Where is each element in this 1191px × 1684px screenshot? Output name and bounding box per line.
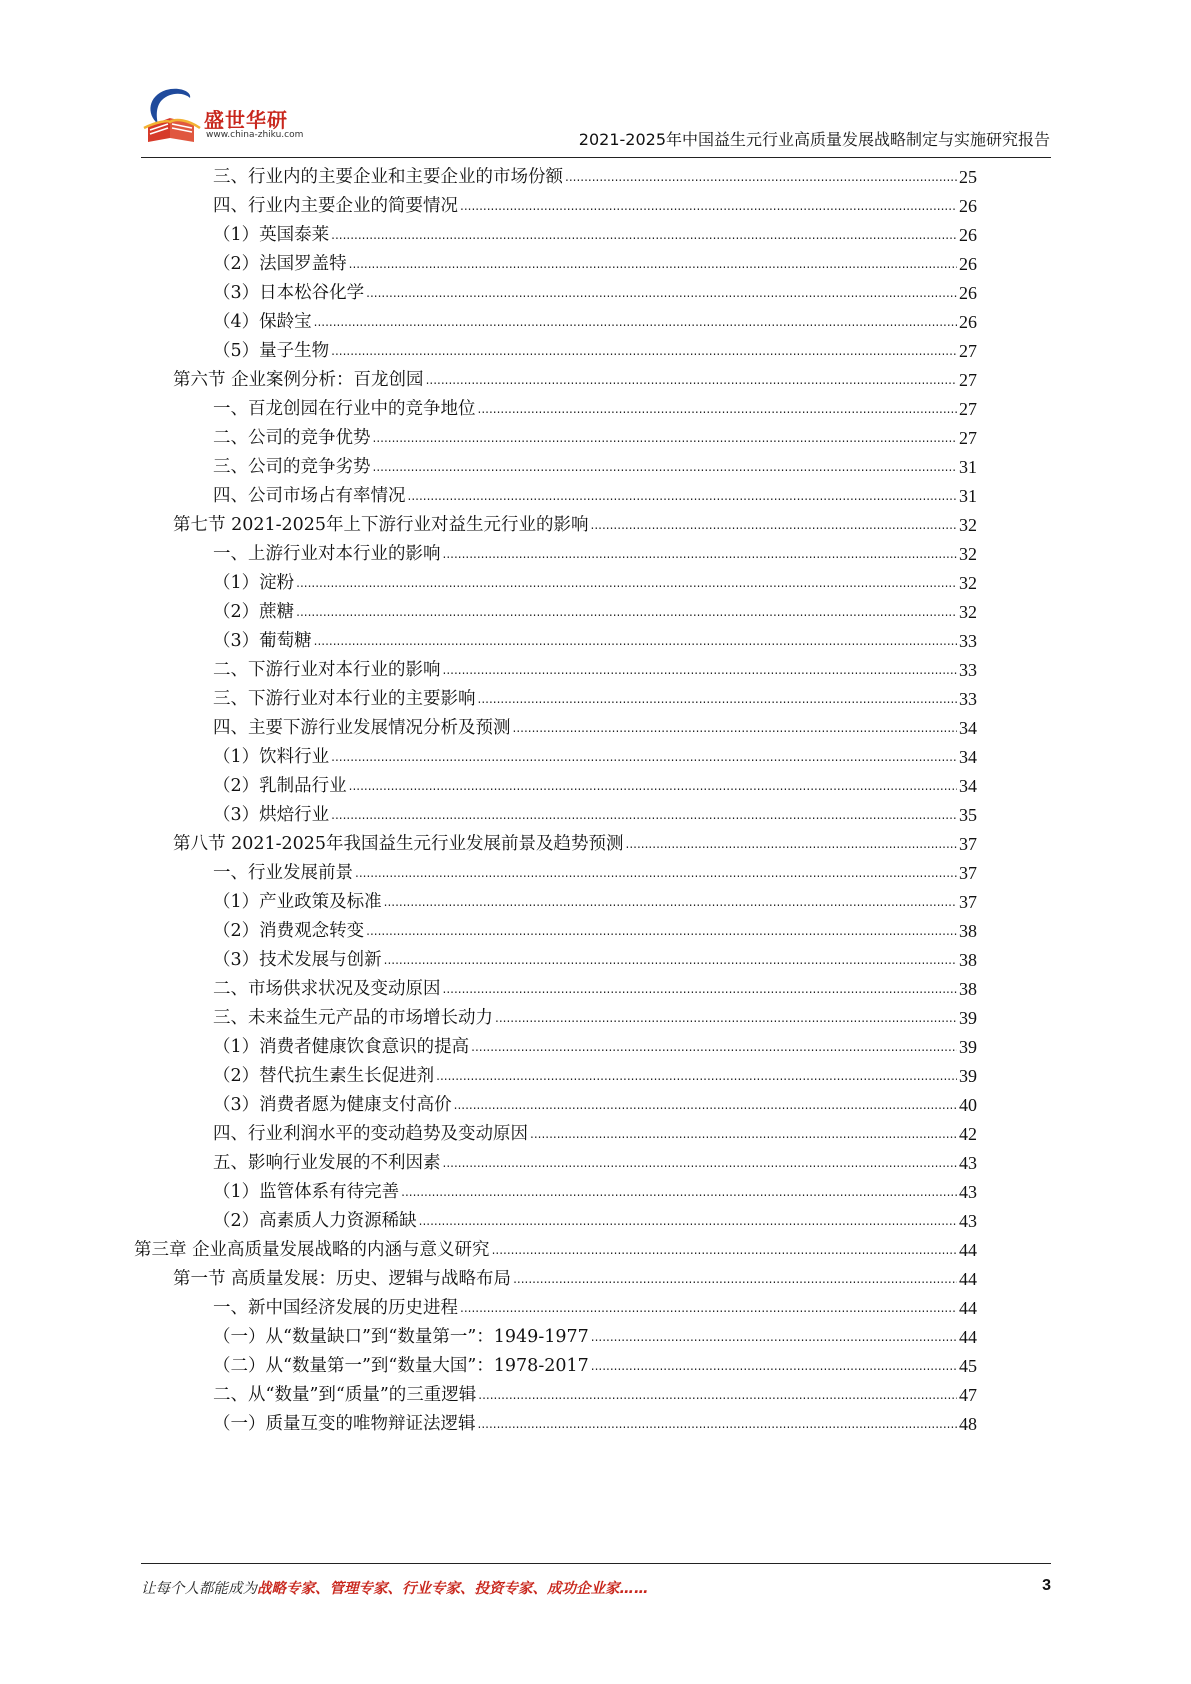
- toc-entry: [213, 800, 977, 830]
- toc-entry: [213, 742, 977, 772]
- toc-entry-page: 26: [959, 225, 977, 245]
- toc-entry-title: （二）从“数量第一”到“数量大国”：1978-2017: [213, 1356, 589, 1376]
- toc-dot-leader: [443, 655, 958, 685]
- toc-entry: [213, 1090, 977, 1120]
- toc-entry-page: 32: [959, 544, 977, 564]
- toc-dot-leader: [331, 800, 957, 830]
- toc-entry: [213, 1322, 977, 1352]
- toc-entry-page: 26: [959, 283, 977, 303]
- toc-dot-leader: [478, 1380, 957, 1410]
- toc-dot-leader: [626, 829, 957, 859]
- toc-dot-leader: [443, 1148, 958, 1178]
- toc-entry-title: 第八节 2021-2025年我国益生元行业发展前景及趋势预测: [173, 834, 624, 854]
- toc-entry-title: 五、影响行业发展的不利因素: [213, 1153, 441, 1173]
- toc-entry-title: （2）高素质人力资源稀缺: [213, 1211, 417, 1231]
- toc-entry-page: 45: [959, 1356, 977, 1376]
- toc-entry-page: 34: [959, 776, 977, 796]
- toc-entry: [213, 1293, 977, 1323]
- toc-entry: [213, 481, 977, 511]
- toc-entry-page: 44: [959, 1298, 977, 1318]
- toc-dot-leader: [591, 510, 957, 540]
- toc-entry-page: 27: [959, 341, 977, 361]
- toc-dot-leader: [454, 1090, 957, 1120]
- toc-entry: [213, 1351, 977, 1381]
- toc-entry-page: 26: [959, 196, 977, 216]
- toc-entry-page: 43: [959, 1182, 977, 1202]
- toc-entry: [213, 1409, 977, 1439]
- toc-entry: [213, 771, 977, 801]
- toc-dot-leader: [443, 539, 958, 569]
- toc-dot-leader: [478, 1409, 958, 1439]
- toc-dot-leader: [366, 278, 957, 308]
- toc-dot-leader: [373, 423, 958, 453]
- toc-dot-leader: [426, 365, 957, 395]
- toc-dot-leader: [530, 1119, 957, 1149]
- toc-entry: [213, 945, 977, 975]
- toc-entry-page: 43: [959, 1211, 977, 1231]
- toc-dot-leader: [314, 626, 957, 656]
- toc-dot-leader: [478, 684, 958, 714]
- toc-entry-title: （3）日本松谷化学: [213, 283, 365, 303]
- toc-entry-page: 47: [959, 1385, 977, 1405]
- toc-entry-page: 40: [959, 1095, 977, 1115]
- toc-entry-page: 32: [959, 602, 977, 622]
- toc-entry-title: （1）饮料行业: [213, 747, 330, 767]
- toc-dot-leader: [513, 713, 958, 743]
- toc-dot-leader: [349, 771, 957, 801]
- toc-entry-title: （2）法国罗盖特: [213, 254, 347, 274]
- toc-entry: [213, 597, 977, 627]
- toc-entry-page: 37: [959, 834, 977, 854]
- toc-entry-title: （1）英国泰莱: [213, 225, 330, 245]
- toc-entry: [213, 1148, 977, 1178]
- toc-entry-page: 32: [959, 573, 977, 593]
- toc-entry: [213, 858, 977, 888]
- toc-entry-title: （一）质量互变的唯物辩证法逻辑: [213, 1414, 476, 1434]
- footer-divider: [141, 1563, 1051, 1564]
- toc-entry: [213, 887, 977, 917]
- toc-entry-page: 27: [959, 428, 977, 448]
- logo-url: www.china-zhiku.com: [206, 130, 304, 140]
- toc-entry-page: 32: [959, 515, 977, 535]
- toc-entry-title: 二、下游行业对本行业的影响: [213, 660, 441, 680]
- toc-entry: [213, 568, 977, 598]
- toc-entry-page: 26: [959, 312, 977, 332]
- toc-entry: [213, 307, 977, 337]
- toc-entry: [213, 1380, 977, 1410]
- toc-entry: [213, 916, 977, 946]
- toc-entry-title: （1）消费者健康饮食意识的提高: [213, 1037, 470, 1057]
- toc-entry-title: 一、百龙创园在行业中的竞争地位: [213, 399, 476, 419]
- toc-entry-page: 26: [959, 254, 977, 274]
- toc-dot-leader: [349, 249, 957, 279]
- toc-entry-title: （1）淀粉: [213, 573, 295, 593]
- toc-entry: [213, 539, 977, 569]
- toc-entry: [213, 1061, 977, 1091]
- toc-entry-page: 37: [959, 863, 977, 883]
- toc-entry-title: 三、下游行业对本行业的主要影响: [213, 689, 476, 709]
- toc-entry: [173, 510, 977, 540]
- toc-entry-title: （4）保龄宝: [213, 312, 312, 332]
- toc-entry-page: 34: [959, 747, 977, 767]
- toc-entry-title: 四、主要下游行业发展情况分析及预测: [213, 718, 511, 738]
- toc-entry: [213, 423, 977, 453]
- toc-entry-page: 31: [959, 486, 977, 506]
- toc-entry: [173, 829, 977, 859]
- toc-dot-leader: [296, 568, 957, 598]
- toc-dot-leader: [460, 191, 957, 221]
- toc-entry-page: 27: [959, 399, 977, 419]
- toc-entry-page: 44: [959, 1327, 977, 1347]
- toc-dot-leader: [471, 1032, 957, 1062]
- toc-entry: [213, 1003, 977, 1033]
- toc-entry-page: 27: [959, 370, 977, 390]
- company-logo: [140, 84, 310, 146]
- toc-entry: [213, 452, 977, 482]
- toc-entry: [213, 1119, 977, 1149]
- toc-entry: [134, 1235, 977, 1265]
- toc-entry: [213, 713, 977, 743]
- toc-entry: [213, 974, 977, 1004]
- toc-entry-title: （3）消费者愿为健康支付高价: [213, 1095, 452, 1115]
- toc-entry-page: 37: [959, 892, 977, 912]
- toc-dot-leader: [478, 394, 958, 424]
- toc-entry: [213, 249, 977, 279]
- toc-entry: [213, 1177, 977, 1207]
- toc-entry-title: 第六节 企业案例分析：百龙创园: [173, 370, 424, 390]
- toc-entry-title: 一、上游行业对本行业的影响: [213, 544, 441, 564]
- toc-dot-leader: [331, 220, 957, 250]
- toc-entry-title: （1）监管体系有待完善: [213, 1182, 400, 1202]
- toc-entry-title: （2）乳制品行业: [213, 776, 347, 796]
- toc-entry-title: 三、行业内的主要企业和主要企业的市场份额: [213, 167, 563, 187]
- toc-dot-leader: [314, 307, 957, 337]
- toc-entry-page: 38: [959, 979, 977, 999]
- toc-entry-page: 44: [959, 1240, 977, 1260]
- toc-entry-page: 35: [959, 805, 977, 825]
- page-footer: [141, 1577, 1051, 1603]
- toc-entry: [173, 365, 977, 395]
- toc-entry-title: 三、未来益生元产品的市场增长动力: [213, 1008, 493, 1028]
- toc-dot-leader: [591, 1322, 957, 1352]
- toc-dot-leader: [355, 858, 957, 888]
- toc-entry: [213, 278, 977, 308]
- toc-entry: [213, 394, 977, 424]
- toc-entry: [213, 684, 977, 714]
- toc-entry-page: 33: [959, 660, 977, 680]
- toc-entry-page: 33: [959, 631, 977, 651]
- toc-dot-leader: [384, 945, 957, 975]
- toc-dot-leader: [492, 1235, 957, 1265]
- toc-entry-title: 第一节 高质量发展：历史、逻辑与战略布局: [173, 1269, 512, 1289]
- toc-entry: [213, 191, 977, 221]
- toc-dot-leader: [366, 916, 957, 946]
- toc-entry-title: （2）替代抗生素生长促进剂: [213, 1066, 435, 1086]
- toc-entry-title: （一）从“数量缺口”到“数量第一”：1949-1977: [213, 1327, 589, 1347]
- toc-entry-page: 33: [959, 689, 977, 709]
- toc-entry-title: （2）消费观念转变: [213, 921, 365, 941]
- document-title: 2021-2025年中国益生元行业高质量发展战略制定与实施研究报告: [578, 130, 1050, 149]
- toc-dot-leader: [495, 1003, 957, 1033]
- toc-entry-page: 42: [959, 1124, 977, 1144]
- toc-entry-page: 34: [959, 718, 977, 738]
- toc-entry-page: 39: [959, 1066, 977, 1086]
- toc-dot-leader: [373, 452, 958, 482]
- toc-entry-title: 四、行业利润水平的变动趋势及变动原因: [213, 1124, 528, 1144]
- toc-entry-title: 三、公司的竞争劣势: [213, 457, 371, 477]
- toc-entry: [213, 1032, 977, 1062]
- page-header: [0, 0, 1191, 165]
- toc-entry: [213, 336, 977, 366]
- toc-entry-title: （2）蔗糖: [213, 602, 295, 622]
- toc-entry-page: 38: [959, 950, 977, 970]
- toc-entry-title: 一、新中国经济发展的历史进程: [213, 1298, 458, 1318]
- toc-entry-page: 25: [959, 167, 977, 187]
- toc-dot-leader: [591, 1351, 957, 1381]
- footer-slogan-prefix: 让每个人都能成为: [141, 1581, 257, 1597]
- book-swoosh-icon: [140, 84, 204, 144]
- toc-dot-leader: [565, 162, 957, 192]
- toc-entry-page: 39: [959, 1008, 977, 1028]
- logo-name: 盛世华研: [204, 108, 288, 132]
- toc-entry-title: 二、从“数量”到“质量”的三重逻辑: [213, 1385, 477, 1405]
- toc-dot-leader: [331, 336, 957, 366]
- toc-entry-title: 二、市场供求状况及变动原因: [213, 979, 441, 999]
- toc-dot-leader: [436, 1061, 957, 1091]
- toc-entry-title: （3）技术发展与创新: [213, 950, 382, 970]
- page-number: 3: [1042, 1577, 1051, 1594]
- toc-dot-leader: [296, 597, 957, 627]
- toc-entry: [213, 162, 977, 192]
- toc-entry-page: 39: [959, 1037, 977, 1057]
- toc-entry-title: （5）量子生物: [213, 341, 330, 361]
- toc-entry: [213, 1206, 977, 1236]
- header-divider: [141, 157, 1051, 158]
- toc-entry-page: 48: [959, 1414, 977, 1434]
- footer-slogan-highlight: 战略专家、管理专家、行业专家、投资专家、成功企业家……: [257, 1581, 649, 1597]
- toc-entry-title: 一、行业发展前景: [213, 863, 353, 883]
- toc-dot-leader: [384, 887, 957, 917]
- toc-dot-leader: [401, 1177, 957, 1207]
- toc-entry-title: （1）产业政策及标准: [213, 892, 382, 912]
- toc-entry-title: 四、行业内主要企业的简要情况: [213, 196, 458, 216]
- toc-dot-leader: [408, 481, 958, 511]
- toc-entry-title: 二、公司的竞争优势: [213, 428, 371, 448]
- toc-dot-leader: [419, 1206, 957, 1236]
- toc-entry-page: 38: [959, 921, 977, 941]
- toc-dot-leader: [443, 974, 958, 1004]
- toc-dot-leader: [513, 1264, 957, 1294]
- toc-entry-page: 44: [959, 1269, 977, 1289]
- toc-entry-title: 四、公司市场占有率情况: [213, 486, 406, 506]
- toc-entry-title: （3）烘焙行业: [213, 805, 330, 825]
- toc-dot-leader: [460, 1293, 957, 1323]
- toc-entry-page: 31: [959, 457, 977, 477]
- toc-entry-title: 第七节 2021-2025年上下游行业对益生元行业的影响: [173, 515, 589, 535]
- toc-entry: [213, 220, 977, 250]
- toc-entry-page: 43: [959, 1153, 977, 1173]
- toc-entry-title: （3）葡萄糖: [213, 631, 312, 651]
- toc-dot-leader: [331, 742, 957, 772]
- toc-entry-title: 第三章 企业高质量发展战略的内涵与意义研究: [134, 1240, 490, 1260]
- toc-entry: [213, 655, 977, 685]
- toc-entry: [173, 1264, 977, 1294]
- toc-entry: [213, 626, 977, 656]
